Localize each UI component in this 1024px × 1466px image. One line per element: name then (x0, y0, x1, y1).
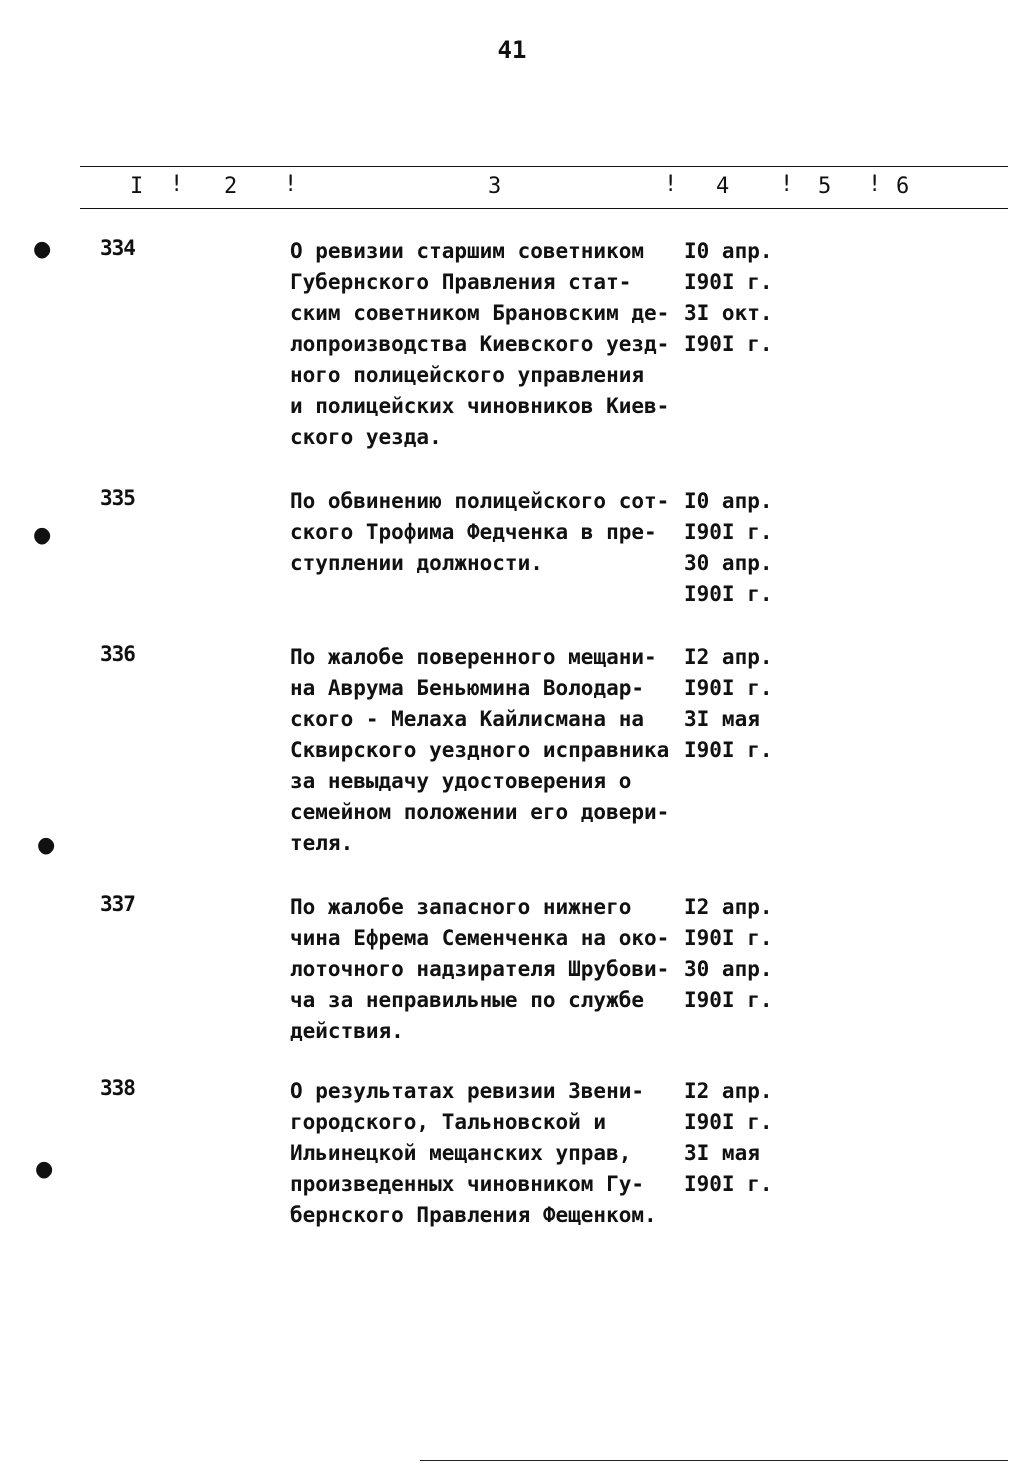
date-line: I2 апр. (684, 645, 773, 669)
date-line: I90I г. (684, 926, 773, 950)
entry-description (290, 1076, 682, 1231)
entry-description (290, 892, 682, 1047)
entry-number: 335 (100, 486, 135, 510)
description-line: ча за неправильные по службе (290, 988, 645, 1012)
description-line: городского, Тальновской и (290, 1110, 607, 1134)
description-line: произведенных чиновником Гу- (290, 1172, 645, 1196)
date-line: I90I г. (684, 520, 773, 544)
date-line: I90I г. (684, 582, 773, 606)
description-line: Ильинецкой мещанских управ, (290, 1141, 632, 1165)
entry-description (290, 236, 682, 453)
punch-hole-mark (33, 1159, 56, 1182)
header-separator: ! (780, 172, 794, 197)
description-line: ского уезда. (290, 425, 442, 449)
description-line: По обвинению полицейского сот- (290, 489, 670, 513)
description-line: бернского Правления Фещенком. (290, 1203, 657, 1227)
header-separator: ! (170, 172, 184, 197)
description-line: теля. (290, 831, 354, 855)
description-line: ского - Мелаха Кайлисмана на (290, 707, 645, 731)
date-line: I0 апр. (684, 239, 773, 263)
entry-dates (684, 486, 773, 610)
description-line: По жалобе поверенного мещани- (290, 645, 657, 669)
entry-description (290, 486, 682, 579)
description-line: ступлении должности. (290, 551, 543, 575)
description-line: чина Ефрема Семенченка на око- (290, 926, 670, 950)
description-line: ским советником Брановским де- (290, 301, 670, 325)
header-col-2: 2 (224, 174, 238, 199)
entry-dates (684, 236, 773, 360)
date-line: I90I г. (684, 270, 773, 294)
description-line: за невыдачу удостоверения о (290, 769, 632, 793)
page-number: 41 (497, 36, 527, 64)
date-line: I2 апр. (684, 895, 773, 919)
date-line: I0 апр. (684, 489, 773, 513)
description-line: на Аврума Беньюмина Володар- (290, 676, 645, 700)
entry-number: 337 (100, 892, 135, 916)
entry-dates (684, 642, 773, 766)
description-line: лопроизводства Киевского уезд- (290, 332, 670, 356)
description-line: лоточного надзирателя Шрубови- (290, 957, 670, 981)
page-bottom-edge (420, 1460, 1008, 1461)
description-line: Губернского Правления стат- (290, 270, 632, 294)
description-line: По жалобе запасного нижнего (290, 895, 632, 919)
description-line: ного полицейского управления (290, 363, 645, 387)
punch-hole-mark (31, 239, 54, 262)
description-line: О ревизии старшим советником (290, 239, 645, 263)
description-line: ского Трофима Федченка в пре- (290, 520, 657, 544)
punch-hole-mark (31, 525, 54, 548)
date-line: I2 апр. (684, 1079, 773, 1103)
header-col-3: 3 (488, 174, 502, 199)
punch-hole-mark (35, 835, 58, 858)
header-separator: ! (664, 172, 678, 197)
header-separator: ! (868, 172, 882, 197)
description-line: О результатах ревизии Звени- (290, 1079, 645, 1103)
date-line: 30 апр. (684, 551, 773, 575)
entry-description (290, 642, 682, 859)
header-col-6: 6 (896, 174, 910, 199)
date-line: I90I г. (684, 1172, 773, 1196)
table-top-rule (80, 166, 1008, 167)
description-line: и полицейских чиновников Киев- (290, 394, 670, 418)
entry-number: 334 (100, 236, 135, 260)
header-col-4: 4 (716, 174, 730, 199)
table-header-rule (80, 208, 1008, 209)
date-line: I90I г. (684, 738, 773, 762)
date-line: 3I окт. (684, 301, 773, 325)
date-line: 3I мая (684, 707, 760, 731)
entry-dates (684, 892, 773, 1016)
header-col-1: I (130, 174, 144, 199)
date-line: I90I г. (684, 988, 773, 1012)
date-line: 3I мая (684, 1141, 760, 1165)
date-line: I90I г. (684, 1110, 773, 1134)
date-line: I90I г. (684, 332, 773, 356)
description-line: Сквирского уездного исправника (290, 738, 670, 762)
header-col-5: 5 (818, 174, 832, 199)
description-line: семейном положении его довери- (290, 800, 670, 824)
description-line: действия. (290, 1019, 404, 1043)
entry-dates (684, 1076, 773, 1200)
date-line: I90I г. (684, 676, 773, 700)
date-line: 30 апр. (684, 957, 773, 981)
entry-number: 338 (100, 1076, 135, 1100)
header-separator: ! (284, 172, 298, 197)
entry-number: 336 (100, 642, 135, 666)
